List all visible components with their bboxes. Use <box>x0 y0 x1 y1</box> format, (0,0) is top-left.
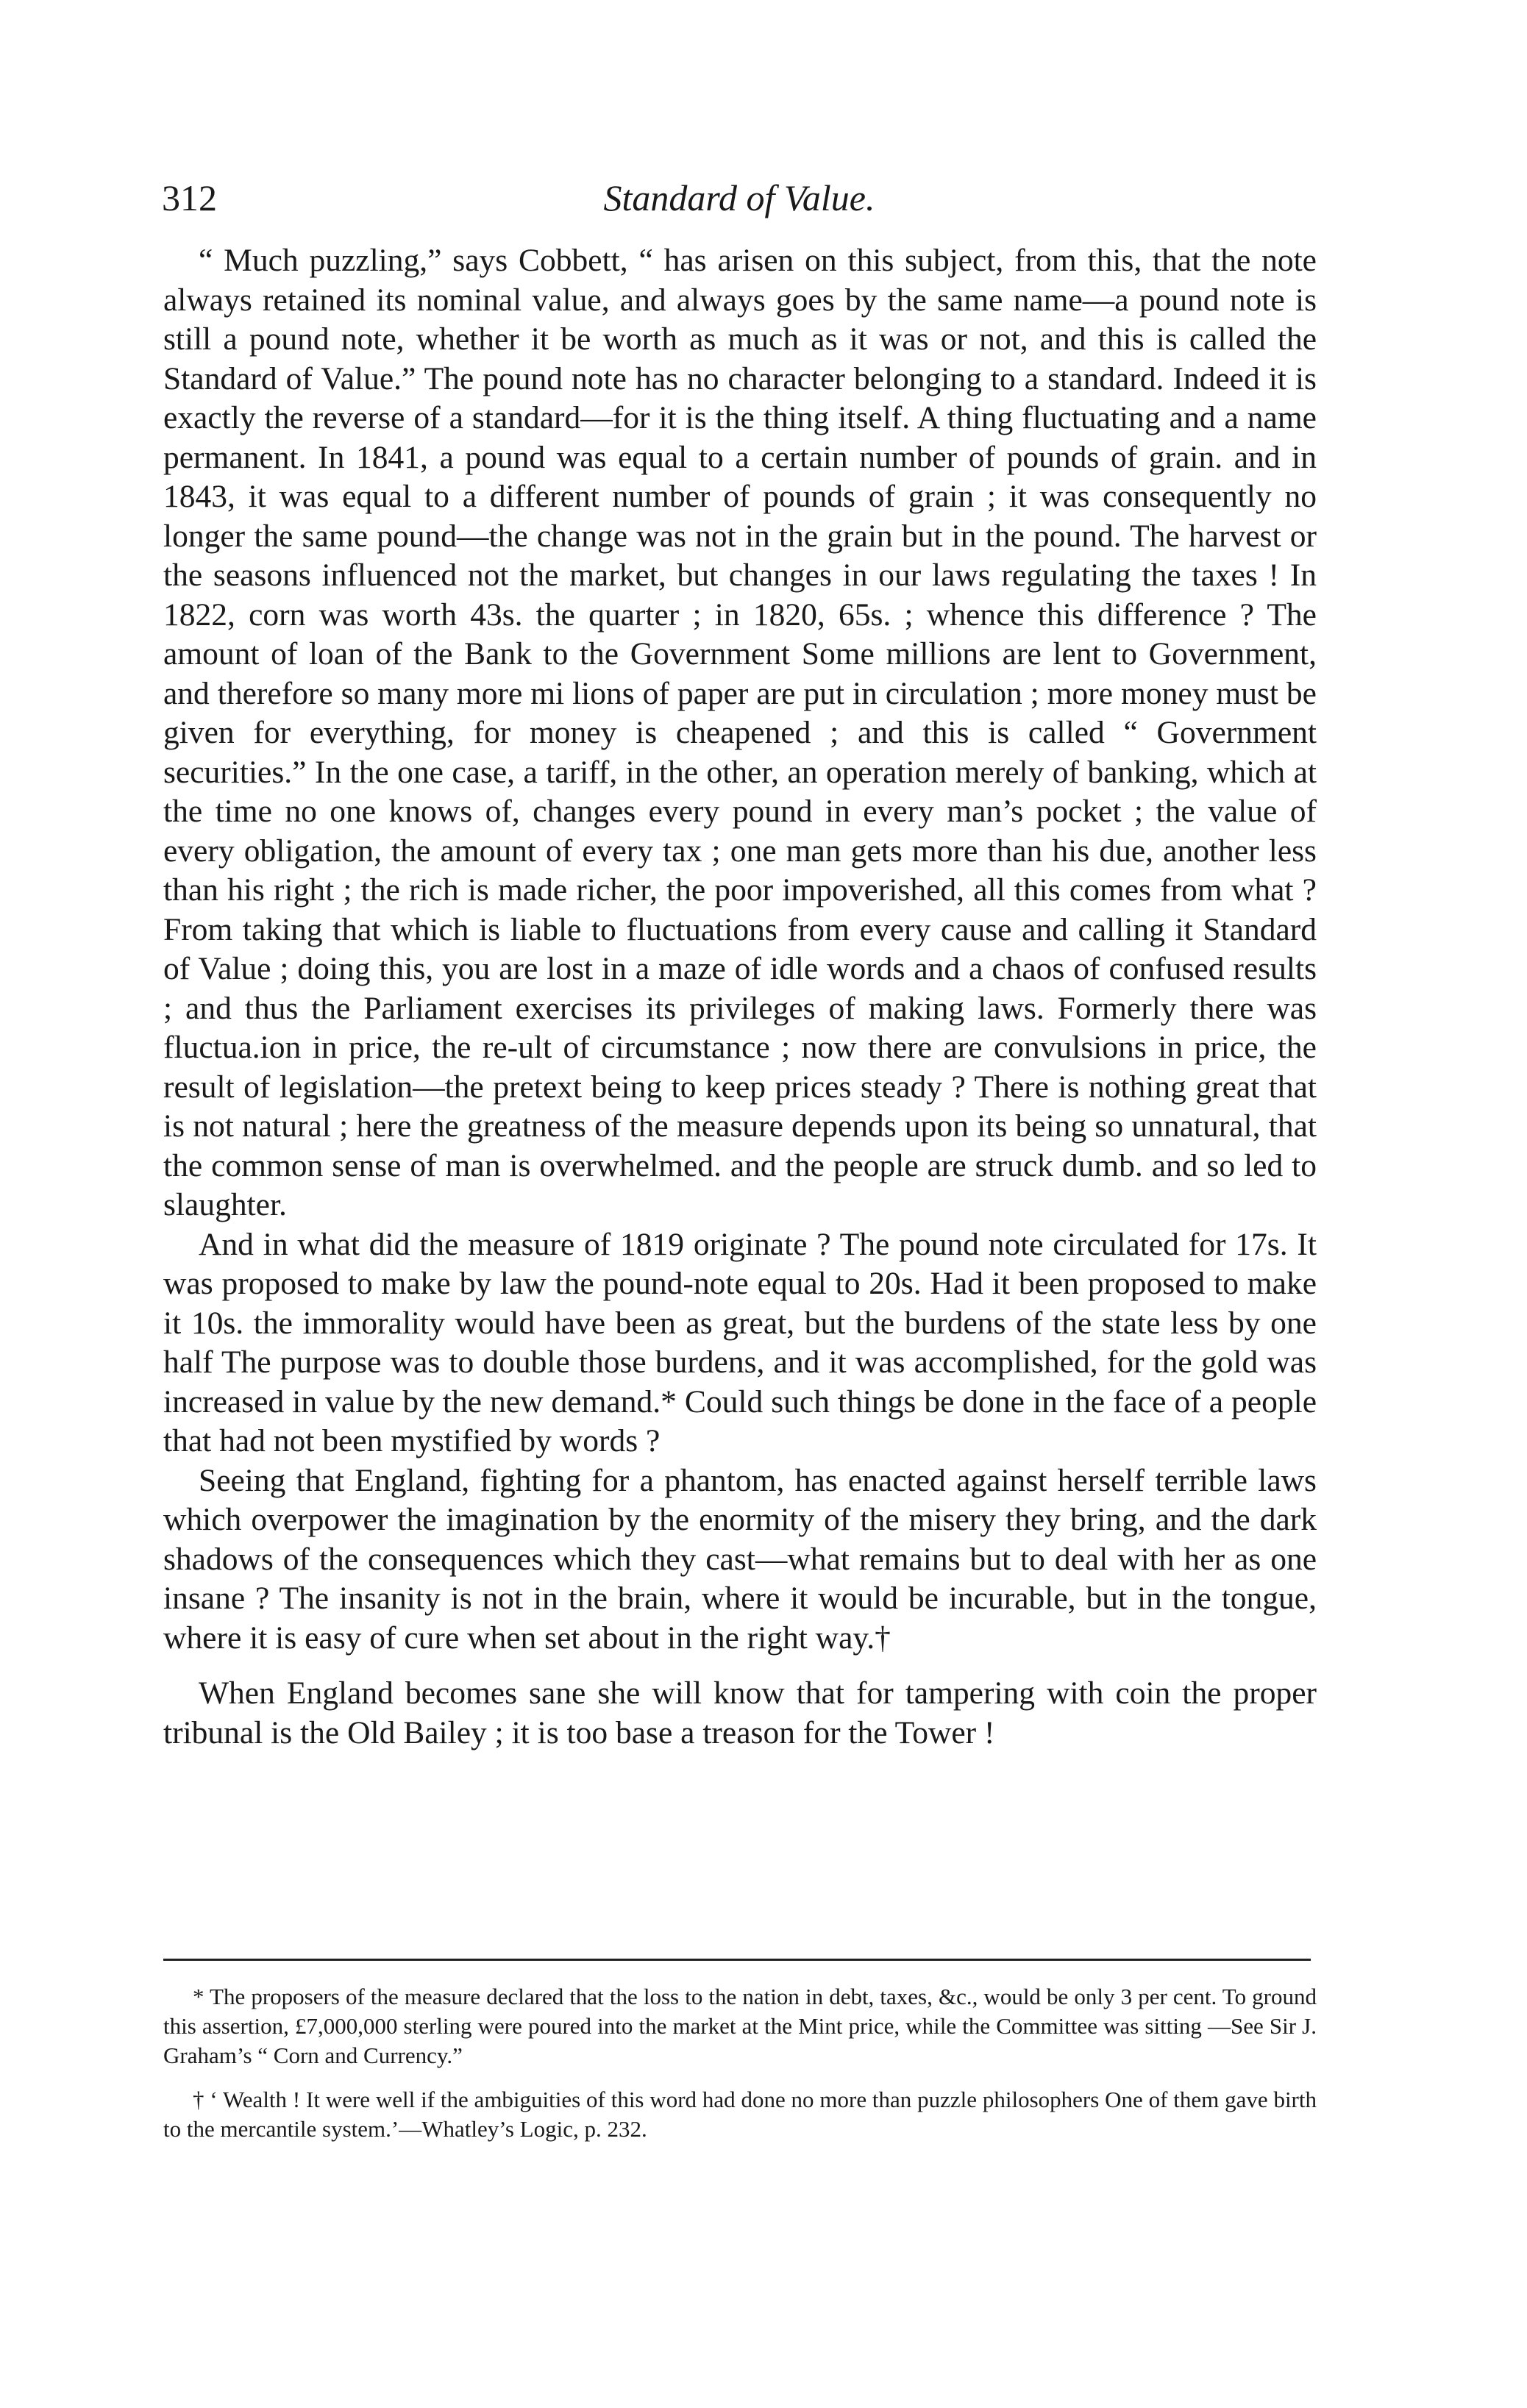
footnote-asterisk: * The proposers of the measure declared that the loss to the nation in debt, taxes, &c., would be only 3 per cent. To ground this assertion, £7,000,000 sterling were poured into the market at the Mint price, while the Committee was sitting —See Sir J. Graham’s “ Corn and Currency.” <box>163 1984 1317 2068</box>
page-header <box>162 177 1317 228</box>
body-text <box>163 241 1317 1753</box>
paragraph-old-bailey: When England becomes sane she will know that for tampering with coin the proper tribunal is the Old Bailey ; it is too base a treason for the Tower ! <box>163 1675 1317 1750</box>
footnotes <box>163 1982 1317 2144</box>
paragraph-cobbett-quote: “ Much puzzling,” says Cobbett, “ has arisen on this subject, from this, that the note always retained its nominal value, and always goes by the same name—a pound note is still a pound note, whether it be worth as much as it was or not, and this is called the Standard of Value.” The pound note has no character belonging to a standard. Indeed it is exactly the reverse of a standard—for it is the thing itself. A thing fluctuating and a name permanent. In 1841, a pound was equal to a certain number of pounds of grain. and in 1843, it was equal to a different number of pounds of grain ; it was consequently no longer the same pound—the change was not in the grain but in the pound. The harvest or the seasons influenced not the market, but changes in our laws regulating the taxes ! In 1822, corn was worth 43s. the quarter ; in 1820, 65s. ; whence this difference ? The amount of loan of the Bank to the Government Some millions are lent to Government, and therefore so many more mi lions of paper are put in circulation ; more money must be given for everything, for money is cheapened ; and this is called “ Government securities.” In the one case, a tariff, in the other, an operation merely of banking, which at the time no one knows of, changes every pound in every man’s pocket ; the value of every obligation, the amount of every tax ; one man gets more than his due, another less than his right ; the rich is made richer, the poor impoverished, all this comes from what ? From taking that which is liable to fluctuations from every cause and calling it Standard of Value ; doing this, you are lost in a maze of idle words and a chaos of confused results ; and thus the Parliament exercises its privileges of making laws. Formerly there was fluctua.ion in price, the re-ult of circumstance ; now there are convulsions in price, the result of legislation—the pretext being to keep prices steady ? There is nothing great that is not natural ; here the greatness of the measure depends upon its being so unnatural, that the common sense of man is overwhelmed. and the people are struck dumb. and so led to slaughter. <box>163 243 1317 1222</box>
paragraph-measure-1819: And in what did the measure of 1819 originate ? The pound note circulated for 17s. It was proposed to make by law the pound-note equal to 20s. Had it been proposed to make it 10s. the immorality would have been as great, but the burdens of the state less by one half The purpose was to double those burdens, and it was accomplished, for the gold was increased in value by the new demand.* Could such things be done in the face of a people that had not been mystified by words ? <box>163 1226 1317 1458</box>
paragraph-england-phantom: Seeing that England, fighting for a phantom, has enacted against herself terrible laws which overpower the imagination by the enormity of the misery they bring, and the dark shadows of the consequences which they cast—what remains but to deal with her as one insane ? The insanity is not in the brain, where it would be incurable, but in the tongue, where it is easy of cure when set about in the right way.† <box>163 1462 1317 1656</box>
footnote-divider <box>163 1959 1311 1961</box>
running-title: Standard of Value. <box>603 177 875 218</box>
page-number: 312 <box>162 177 217 218</box>
footnote-dagger: † ‘ Wealth ! It were well if the ambiguities of this word had done no more than puzzle philosophers One of them gave birth to the mercantile system.’—Whatley’s Logic, p. 232. <box>163 2087 1317 2142</box>
